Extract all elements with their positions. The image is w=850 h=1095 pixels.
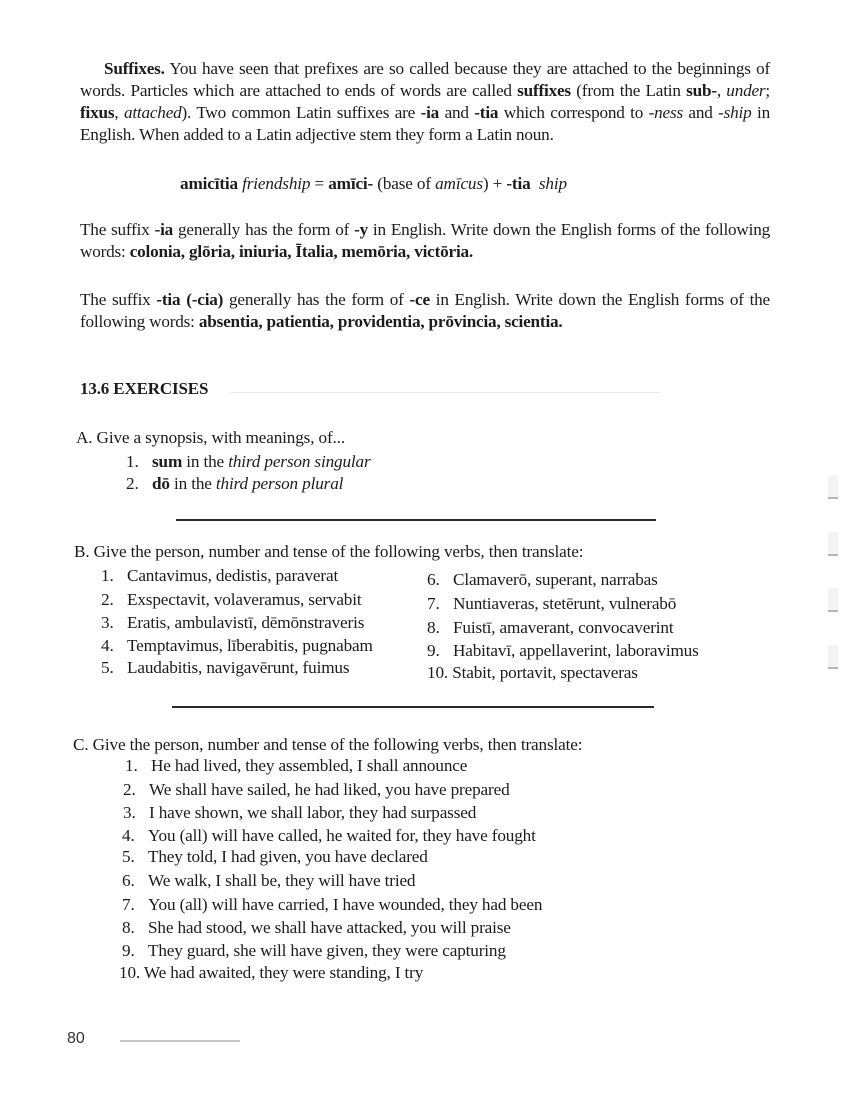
exercise-b-item: 6. Clamaverō, superant, narrabas: [427, 570, 658, 589]
section-divider: [176, 519, 656, 521]
bleed-through-line: [230, 392, 660, 393]
margin-mark: [828, 645, 838, 669]
margin-mark: [828, 475, 838, 499]
section-divider: [172, 706, 654, 708]
tia-suffix-paragraph: The suffix -tia (-cia) generally has the form of -ce in English. Write down the English forms of the following words: absentia, patientia, providentia, prōvincia, scientia.: [80, 290, 770, 331]
exercise-b-item: 5. Laudabitis, navigavērunt, fuimus: [101, 658, 350, 677]
exercise-b-item: 2. Exspectavit, volaveramus, servabit: [101, 590, 362, 609]
exercise-b-item: 3. Eratis, ambulavistī, dēmōnstraveris: [101, 613, 365, 632]
exercise-c-item: 1. He had lived, they assembled, I shall announce: [125, 756, 468, 775]
exercise-a-item: 1. sum in the third person singular: [126, 452, 371, 471]
exercise-c-item: 9. They guard, she will have given, they were capturing: [122, 941, 506, 960]
exercise-a-item: 2. dō in the third person plural: [126, 474, 344, 493]
exercise-c-item: 2. We shall have sailed, he had liked, you have prepared: [123, 780, 510, 799]
exercise-c-item: 5. They told, I had given, you have declared: [122, 847, 428, 866]
exercise-b-prompt: B. Give the person, number and tense of the following verbs, then translate:: [74, 542, 584, 561]
suffixes-heading: Suffixes.: [104, 59, 165, 78]
exercise-c-item: 7. You (all) will have carried, I have wounded, they had been: [122, 895, 543, 914]
exercise-b-item: 7. Nuntiaveras, stetērunt, vulnerabō: [427, 594, 677, 613]
ia-suffix-paragraph: The suffix -ia generally has the form of -y in English. Write down the English forms of the following words: colonia, glōria, iniuria, Ītalia, memōria, victōria.: [80, 220, 770, 261]
tia-word-list: absentia, patientia, providentia, prōvincia, scientia.: [198, 312, 563, 331]
amicitia-example: amicītia friendship = amīci- (base of amīcus) + -tia ship: [180, 174, 567, 193]
exercises-heading: 13.6 EXERCISES: [80, 379, 209, 398]
suffixes-paragraph: Suffixes. You have seen that prefixes are so called because they are attached to the beginnings of words. Particles which are attached to ends of words are called suffixes (from the Latin sub-, under; fixus, attached). Two common Latin suffixes are -ia and -tia which correspond to -ness and -ship in English. When added to a Latin adjective stem they form a Latin noun.: [80, 59, 770, 144]
exercise-b-item: 9. Habitavī, appellaverint, laboravimus: [427, 641, 699, 660]
exercise-b-item: 4. Temptavimus, līberabitis, pugnabam: [101, 636, 373, 655]
exercise-b-item: 10. Stabit, portavit, spectaveras: [427, 663, 638, 682]
page-number: 80: [67, 1030, 85, 1047]
margin-mark: [828, 588, 838, 612]
exercise-c-item: 3. I have shown, we shall labor, they had surpassed: [123, 803, 477, 822]
exercise-b-item: 8. Fuistī, amaverant, convocaverint: [427, 618, 674, 637]
exercise-c-item: 6. We walk, I shall be, they will have tried: [122, 871, 416, 890]
footer-running-title-faint: [120, 1040, 240, 1042]
exercise-c-item: 8. She had stood, we shall have attacked, you will praise: [122, 918, 511, 937]
exercise-b-item: 1. Cantavimus, dedistis, paraverat: [101, 566, 339, 585]
exercise-a-prompt: A. Give a synopsis, with meanings, of...: [76, 428, 345, 447]
exercise-c-item: 4. You (all) will have called, he waited for, they have fought: [122, 826, 536, 845]
exercise-c-item: 10. We had awaited, they were standing, I try: [119, 963, 424, 982]
margin-mark: [828, 532, 838, 556]
ia-word-list: colonia, glōria, iniuria, Ītalia, memōria, victōria.: [129, 242, 474, 261]
exercise-c-prompt: C. Give the person, number and tense of the following verbs, then translate:: [73, 735, 583, 754]
